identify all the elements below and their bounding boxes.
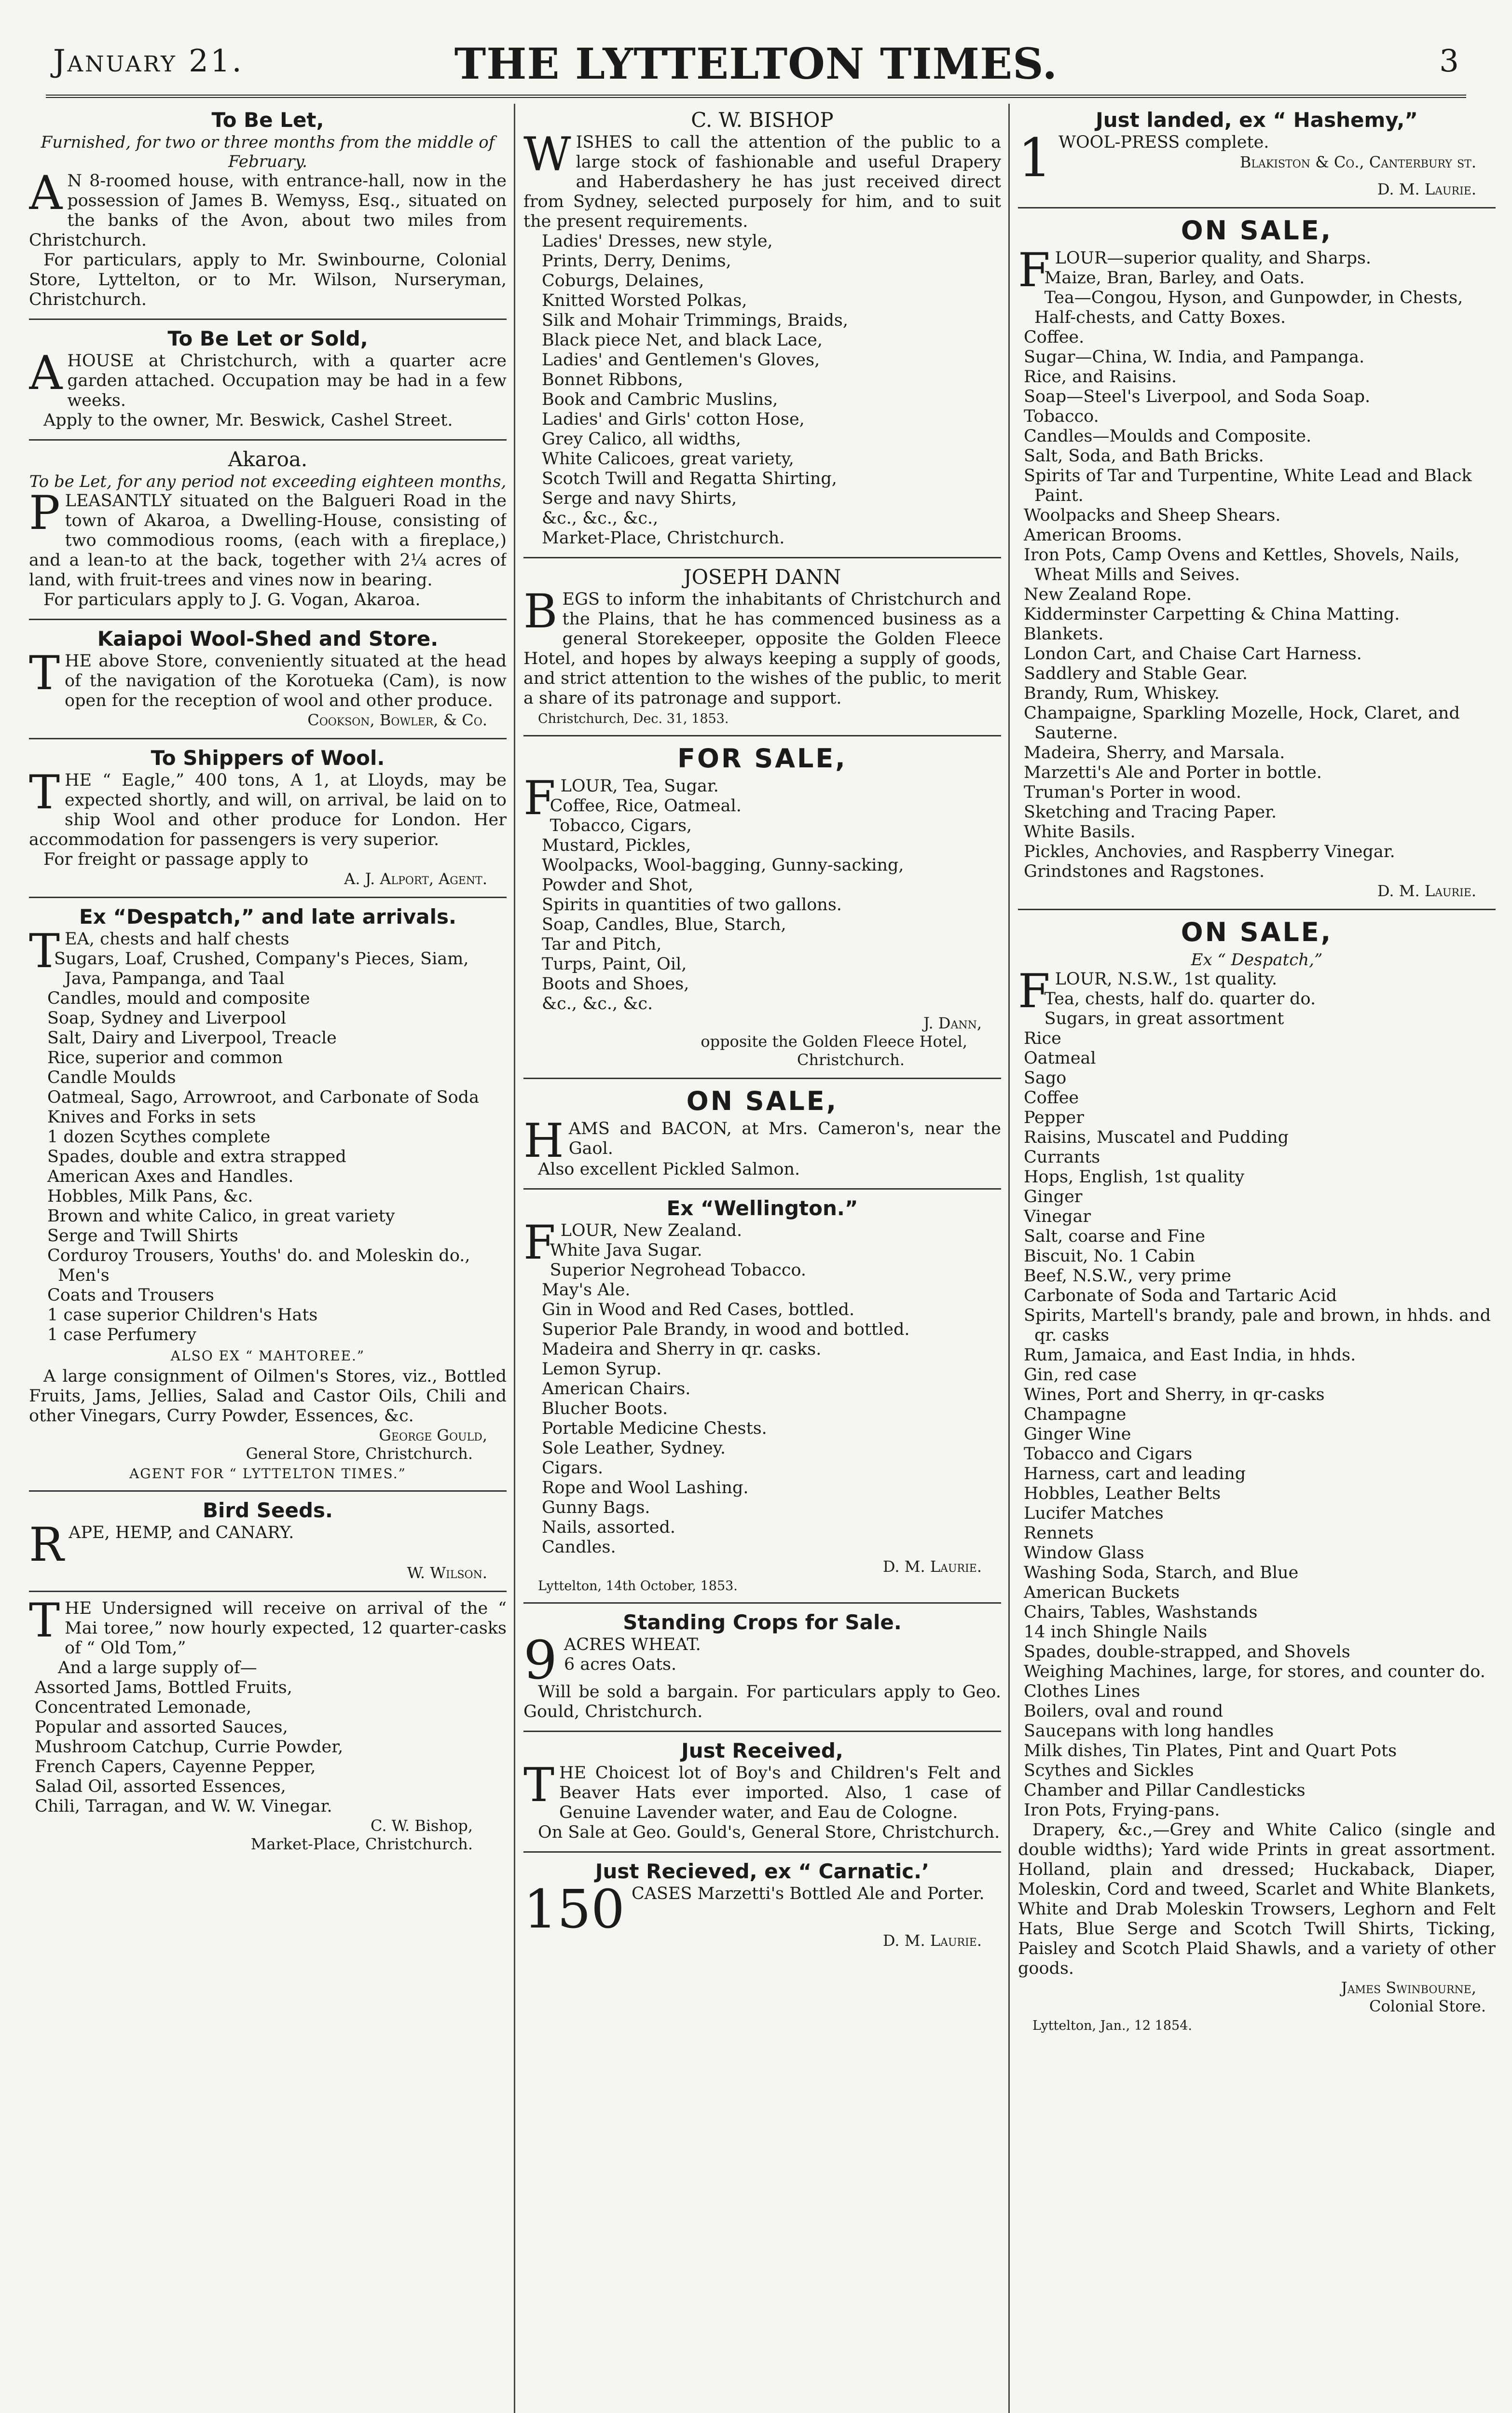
list-item: Marzetti's Ale and Porter in bottle. [1024, 763, 1322, 782]
list-item: Window Glass [1024, 1543, 1144, 1563]
drop-number: 9 [523, 1629, 557, 1691]
ad-joseph-dann [523, 565, 1001, 726]
list-item: Sketching and Tracing Paper. [1024, 803, 1277, 822]
list-item: Tar and Pitch, [542, 935, 662, 954]
ad-text: AMS and BACON, at Mrs. Cameron's, near the Gaol. [568, 1119, 1001, 1158]
ad-let-or-sold [29, 327, 507, 430]
list-item: White Calicoes, great variety, [542, 449, 794, 469]
ad-signature-address: General Store, Christchurch. [246, 1444, 473, 1463]
ad-kaiapoi [29, 627, 507, 729]
drop-cap: H [523, 1114, 564, 1168]
list-item: Madeira, Sherry, and Marsala. [1024, 743, 1285, 763]
list-item: Tea, chests, half do. quarter do. [1044, 989, 1316, 1009]
list-item: Serge and Twill Shirts [47, 1226, 238, 1246]
list-item: Spirits, Martell's brandy, pale and brown, in hhds. and qr. casks [1024, 1306, 1491, 1345]
list-item: Weighing Machines, large, for stores, and counter do. [1024, 1662, 1485, 1681]
ad-text: Apply to the owner, Mr. Beswick, Cashel Street. [43, 411, 453, 430]
list-item: Coffee, Rice, Oatmeal. [550, 796, 742, 816]
list-item: Oatmeal, Sago, Arrowroot, and Carbonate of Soda [47, 1088, 479, 1107]
list-item: Rice [1024, 1029, 1061, 1048]
list-item: Gunny Bags. [542, 1498, 650, 1517]
ad-despatch [29, 905, 507, 1482]
list-item: Mustard, Pickles, [542, 836, 691, 855]
drop-cap: P [29, 486, 60, 540]
ad-signature-address: opposite the Golden Fleece Hotel, [701, 1032, 967, 1051]
list-item: Iron Pots, Frying-pans. [1024, 1801, 1220, 1820]
ad-bishop [523, 108, 1001, 548]
list-item: Boilers, oval and round [1024, 1702, 1223, 1721]
list-item: Market-Place, Christchurch. [542, 528, 785, 548]
list-item: Superior Negrohead Tobacco. [550, 1261, 807, 1280]
drop-cap: T [29, 1594, 60, 1648]
list-item: &c., &c., &c., [542, 509, 659, 528]
list-item: Superior Pale Brandy, in wood and bottled. [542, 1320, 910, 1339]
list-item: Spirits of Tar and Turpentine, White Lead and Black Paint. [1024, 466, 1472, 505]
list-item: Kidderminster Carpetting & China Matting. [1024, 605, 1400, 624]
list-item: Lucifer Matches [1024, 1504, 1164, 1523]
ad-text: Will be sold a bargain. For particulars apply to Geo. Gould, Christchurch. [523, 1682, 1001, 1721]
list-item: Harness, cart and leading [1024, 1464, 1246, 1484]
ad-text: HOUSE at Christchurch, with a quarter acre garden attached. Occupation may be had in a few weeks. [67, 351, 507, 410]
list-item: Sole Leather, Sydney. [542, 1439, 726, 1458]
ad-on-sale-swinbourne [1018, 917, 1496, 2033]
list-item: Spades, double and extra strapped [47, 1147, 346, 1166]
list-item: Soap—Steel's Liverpool, and Soda Soap. [1024, 387, 1371, 406]
ad-signature: D. M. Laurie. [1377, 180, 1476, 198]
list-item: Chili, Tarragan, and W. W. Vinegar. [35, 1797, 332, 1816]
list-item: Rennets [1024, 1524, 1094, 1543]
list-item: Grey Calico, all widths, [542, 430, 741, 449]
list-item: Beef, N.S.W., very prime [1024, 1266, 1232, 1286]
list-item: 1 dozen Scythes complete [47, 1127, 271, 1147]
ad-text: HE “ Eagle,” 400 tons, A 1, at Lloyds, may be expected shortly, and will, on arrival, be laid on to ship Wool and other produce for London. Her accommodation for passengers is very superior. [29, 771, 507, 849]
ad-heading: Bird Seeds. [202, 1498, 333, 1522]
list-item: Oatmeal [1024, 1049, 1096, 1068]
ad-text: ACRES WHEAT. [564, 1635, 701, 1654]
list-item: Book and Cambric Muslins, [542, 390, 778, 409]
divider [29, 1591, 507, 1592]
ad-text: N 8-roomed house, with entrance-hall, now in the possession of James B. Wemyss, Esq., situated on the banks of the Avon, about two miles from Christchurch. [29, 171, 507, 250]
divider [1018, 909, 1496, 910]
ad-text: For particulars, apply to Mr. Swinbourne, Colonial Store, Lyttelton, or to Mr. Wilson, Nurseryman, Christchurch. [29, 250, 507, 309]
list-item: Brown and white Calico, in great variety [47, 1206, 395, 1226]
list-item: Coats and Trousers [47, 1286, 214, 1305]
ad-wellington [523, 1196, 1001, 1594]
list-item: Corduroy Trousers, Youths' do. and Moleskin do., Men's [47, 1246, 470, 1285]
list-item: Maize, Bran, Barley, and Oats. [1044, 268, 1305, 288]
divider [523, 1851, 1001, 1853]
list-item: Ginger [1024, 1187, 1083, 1206]
list-item: London Cart, and Chaise Cart Harness. [1024, 644, 1362, 664]
ad-subheading: To be Let, for any period not exceeding eighteen months, [29, 472, 507, 491]
list-item: Tobacco. [1024, 407, 1099, 426]
list-item: American Buckets [1024, 1583, 1180, 1602]
drop-cap: W [523, 127, 571, 181]
list-item: Blankets. [1024, 624, 1104, 644]
list-item: American Chairs. [542, 1379, 691, 1399]
ad-heading: To Shippers of Wool. [151, 746, 385, 770]
list-item: Silk and Mohair Trimmings, Braids, [542, 311, 849, 330]
list-item: White Java Sugar. [550, 1241, 702, 1260]
list-item: Carbonate of Soda and Tartaric Acid [1024, 1286, 1337, 1305]
ad-signature: D. M. Laurie. [882, 1931, 982, 1950]
ad-shippers [29, 746, 507, 888]
divider [29, 738, 507, 739]
list-item: Spades, double-strapped, and Shovels [1024, 1642, 1350, 1662]
ad-heading: Akaroa. [228, 447, 308, 471]
ad-signature: C. W. Bishop, [370, 1817, 473, 1835]
ad-text: For freight or passage apply to [43, 850, 309, 869]
list-item: New Zealand Rope. [1024, 585, 1192, 604]
ad-heading: To Be Let, [211, 108, 324, 132]
list-item: Soap, Candles, Blue, Starch, [542, 915, 786, 934]
drop-cap: T [523, 1758, 555, 1812]
list-item: Spirits in quantities of two gallons. [542, 895, 842, 915]
list-item: Coffee [1024, 1088, 1079, 1108]
column-rule [514, 104, 515, 2413]
page-number: 3 [1439, 43, 1459, 79]
ad-text: APE, HEMP, and CANARY. [69, 1523, 294, 1542]
newspaper-title: THE LYTTELTON TIMES. [454, 39, 1058, 89]
drop-cap: T [29, 646, 60, 700]
list-item: Salad Oil, assorted Essences, [35, 1777, 286, 1796]
list-item: Turps, Paint, Oil, [542, 955, 687, 974]
list-item: Serge and navy Shirts, [542, 489, 737, 508]
list-item: Scythes and Sickles [1024, 1761, 1194, 1780]
list-item: 14 inch Shingle Nails [1024, 1623, 1208, 1642]
list-item: Nails, assorted. [542, 1518, 675, 1537]
ad-undersigned [29, 1594, 507, 1853]
drop-cap: B [523, 584, 558, 638]
ad-text: ISHES to call the attention of the public to a large stock of fashionable and useful Drapery and Haberdashery he has just received direct from Sydney, selected purposely for him, and to suit the present requirements. [523, 133, 1001, 231]
drop-cap: R [29, 1518, 64, 1572]
list-item: White Basils. [1024, 822, 1136, 842]
list-item: Rope and Wool Lashing. [542, 1478, 749, 1498]
divider [523, 1188, 1001, 1190]
list-item: Gin in Wood and Red Cases, bottled. [542, 1300, 855, 1319]
list-item: Cigars. [542, 1458, 604, 1478]
divider [1018, 207, 1496, 208]
ad-heading: ON SALE, [686, 1086, 838, 1116]
list-item: Madeira and Sherry in qr. casks. [542, 1340, 822, 1359]
ad-subheading: Ex “ Despatch,” [1191, 950, 1323, 970]
list-item: Prints, Derry, Denims, [542, 251, 731, 271]
list-item: Ladies' Dresses, new style, [542, 232, 773, 251]
ad-text: For particulars apply to J. G. Vogan, Akaroa. [43, 590, 421, 610]
ad-text: LOUR, Tea, Sugar. [560, 777, 719, 796]
agent-line: AGENT FOR “ LYTTELTON TIMES.” [129, 1466, 406, 1482]
column-3 [1018, 106, 1496, 2413]
list-item: 1 case superior Children's Hats [47, 1305, 318, 1325]
list-item: Knives and Forks in sets [47, 1108, 256, 1127]
goods-list [523, 1241, 1001, 1557]
ad-heading: ON SALE, [1181, 215, 1333, 246]
divider [523, 1078, 1001, 1079]
ad-text: CASES Marzetti's Bottled Ale and Porter. [631, 1884, 985, 1903]
list-item: 1 case Perfumery [47, 1325, 196, 1345]
list-item: Chairs, Tables, Washstands [1024, 1603, 1258, 1622]
ad-date: Lyttelton, Jan., 12 1854. [1032, 2018, 1192, 2033]
list-item: Ladies' and Girls' cotton Hose, [542, 410, 805, 429]
drop-cap: F [1018, 243, 1050, 297]
ad-text: EA, chests and half chests [65, 929, 289, 949]
ad-text: WOOL-PRESS complete. [1058, 133, 1269, 152]
drop-cap: F [1018, 964, 1050, 1018]
ad-text: HE Choicest lot of Boy's and Children's Felt and Beaver Hats ever imported. Also, 1 case of Genuine Lavender water, and Eau de Cologne. [559, 1763, 1001, 1822]
list-item: American Axes and Handles. [47, 1167, 294, 1186]
list-item: Salt, Soda, and Bath Bricks. [1024, 446, 1264, 466]
list-item: Grindstones and Ragstones. [1024, 862, 1265, 881]
ad-signature: A. J. Alport, Agent. [344, 870, 487, 888]
list-item: Chamber and Pillar Candlesticks [1024, 1781, 1306, 1800]
ad-subheading: ALSO EX “ MAHTOREE.” [170, 1348, 365, 1364]
list-item: Wines, Port and Sherry, in qr-casks [1024, 1385, 1325, 1404]
goods-list [523, 796, 1001, 1014]
list-item: Pepper [1024, 1108, 1084, 1127]
list-item: Vinegar [1024, 1207, 1091, 1226]
ad-signature: George Gould, [379, 1426, 487, 1444]
masthead-rule [46, 95, 1466, 98]
list-item: Blucher Boots. [542, 1399, 668, 1418]
drop-cap: T [29, 924, 60, 978]
ad-text: EGS to inform the inhabitants of Christchurch and the Plains, that he has commenced business as a general Storekeeper, opposite the Golden Fleece Hotel, and hopes by always keeping a supply of goods, and strict attention to the wishes of the public, to merit a share of its patronage and support. [523, 590, 1001, 708]
drop-cap: F [523, 771, 556, 825]
list-item: Portable Medicine Chests. [542, 1419, 767, 1438]
issue-date: January 21. [53, 43, 244, 79]
ad-date: Christchurch, Dec. 31, 1853. [538, 711, 729, 726]
column-rule [1008, 104, 1010, 2413]
list-item: Sugars, Loaf, Crushed, Company's Pieces, Siam, Java, Pampanga, and Taal [54, 949, 469, 988]
ad-text: LEASANTLY situated on the Balgueri Road in the town of Akaroa, a Dwelling-House, consisting of two commodious rooms, (each with a fireplace,) and a lean-to at the back, together with 2¼ acres of land, with fruit-trees and vines now in bearing. [29, 491, 507, 590]
list-item: Hobbles, Leather Belts [1024, 1484, 1221, 1503]
list-item: Washing Soda, Starch, and Blue [1024, 1563, 1299, 1582]
list-item: Lemon Syrup. [542, 1359, 662, 1379]
drop-number: 150 [523, 1878, 625, 1940]
list-item: Coffee. [1024, 328, 1085, 347]
ad-text: On Sale at Geo. Gould's, General Store, Christchurch. [538, 1823, 1000, 1842]
list-item: Woolpacks, Wool-bagging, Gunny-sacking, [542, 856, 904, 875]
list-item: Soap, Sydney and Liverpool [47, 1009, 287, 1028]
list-item: Truman's Porter in wood. [1024, 783, 1241, 802]
list-item: Powder and Shot, [542, 875, 693, 895]
ad-signature-town: Christchurch. [797, 1051, 905, 1069]
divider [523, 735, 1001, 736]
list-item: Black piece Net, and black Lace, [542, 331, 823, 350]
list-item: Saddlery and Stable Gear. [1024, 664, 1248, 683]
ad-text: A large consignment of Oilmen's Stores, viz., Bottled Fruits, Jams, Jellies, Salad and Castor Oils, Chili and other Vinegars, Curry Powder, Essences, &c. [29, 1367, 507, 1426]
list-item: Brandy, Rum, Whiskey. [1024, 684, 1220, 703]
divider [523, 1602, 1001, 1604]
ad-text: LOUR, New Zealand. [560, 1221, 742, 1240]
ad-signature: W. Wilson. [407, 1564, 487, 1582]
list-item: Champagne [1024, 1405, 1127, 1424]
list-item: Candles—Moulds and Composite. [1024, 427, 1312, 446]
goods-list [523, 232, 1001, 548]
ad-heading: Just Recieved, ex “ Carnatic.’ [595, 1859, 930, 1883]
list-item: Knitted Worsted Polkas, [542, 291, 747, 310]
ad-heading: ON SALE, [1181, 917, 1333, 947]
column-2 [523, 106, 1001, 2413]
list-item: Tobacco and Cigars [1024, 1444, 1193, 1464]
list-item: Boots and Shoes, [542, 974, 689, 994]
list-item: Salt, coarse and Fine [1024, 1227, 1206, 1246]
list-item: French Capers, Cayenne Pepper, [35, 1757, 316, 1776]
ad-carnatic [523, 1859, 1001, 1950]
ad-heading: JOSEPH DANN [683, 565, 841, 589]
goods-list [1018, 268, 1496, 882]
list-item: &c., &c., &c. [542, 994, 653, 1013]
ad-just-received [523, 1739, 1001, 1843]
list-item: Candle Moulds [47, 1068, 176, 1087]
ad-text: And a large supply of— [58, 1658, 257, 1678]
ad-date: Lyttelton, 14th October, 1853. [538, 1579, 738, 1594]
ad-heading: Just Received, [681, 1739, 843, 1762]
ad-signature: D. M. Laurie. [1377, 882, 1476, 900]
list-item: Woolpacks and Sheep Shears. [1024, 506, 1281, 525]
list-item: Clothes Lines [1024, 1682, 1141, 1701]
ad-text: HE above Store, conveniently situated at the head of the navigation of the Korotueka (Cam), is now open for the reception of wool and other produce. [65, 652, 507, 710]
list-item: Sago [1024, 1068, 1067, 1088]
list-item: Tobacco, Cigars, [550, 816, 692, 835]
drop-cap: A [29, 346, 63, 400]
ad-text: HE Undersigned will receive on arrival of the “ Mai toree,” now hourly expected, 12 quarter-casks of “ Old Tom,” [65, 1599, 507, 1658]
list-item: Rice, superior and common [47, 1048, 283, 1068]
list-item: Tea—Congou, Hyson, and Gunpowder, in Chests, Half-chests, and Catty Boxes. [1034, 288, 1463, 327]
divider [523, 557, 1001, 558]
drop-cap: F [523, 1216, 556, 1270]
list-item: Hobbles, Milk Pans, &c. [47, 1187, 253, 1206]
list-item: Popular and assorted Sauces, [35, 1718, 288, 1737]
ad-signature-address: Colonial Store. [1369, 1997, 1486, 2015]
ad-signature: J. Dann, [923, 1014, 982, 1032]
divider [29, 619, 507, 620]
list-item: Milk dishes, Tin Plates, Pint and Quart Pots [1024, 1741, 1397, 1761]
list-item: Biscuit, No. 1 Cabin [1024, 1247, 1196, 1266]
ad-text: Also excellent Pickled Salmon. [538, 1160, 800, 1179]
ad-heading: Kaiapoi Wool-Shed and Store. [97, 627, 439, 651]
ad-text: 6 acres Oats. [564, 1655, 677, 1674]
ad-standing-crops [523, 1610, 1001, 1722]
ad-text: LOUR—superior quality, and Sharps. [1055, 249, 1372, 268]
ad-signature: James Swinbourne, [1341, 1979, 1476, 1997]
drop-number: 1 [1018, 127, 1052, 189]
ad-signature: Cookson, Bowler, & Co. [307, 711, 487, 729]
goods-list [29, 949, 507, 1345]
divider [29, 897, 507, 898]
ad-heading: C. W. BISHOP [691, 108, 834, 132]
list-item: Rice, and Raisins. [1024, 367, 1177, 387]
masthead [53, 39, 1459, 92]
list-item: Assorted Jams, Bottled Fruits, [35, 1678, 292, 1697]
list-item: Rum, Jamaica, and East India, in hhds. [1024, 1345, 1356, 1365]
ad-on-sale-laurie [1018, 215, 1496, 900]
divider [29, 439, 507, 441]
list-item: Candles, mould and composite [47, 989, 310, 1008]
divider [29, 1490, 507, 1492]
list-item: Mushroom Catchup, Currie Powder, [35, 1737, 344, 1757]
ad-akaroa [29, 447, 507, 610]
ad-hams [523, 1086, 1001, 1179]
ad-subheading: Furnished, for two or three months from the middle of February. [41, 133, 495, 171]
ad-to-be-let [29, 108, 507, 310]
ad-heading: Ex “Despatch,” and late arrivals. [79, 905, 456, 929]
list-item: Raisins, Muscatel and Pudding [1024, 1128, 1289, 1147]
ad-text: LOUR, N.S.W., 1st quality. [1055, 970, 1278, 989]
list-item: Ginger Wine [1024, 1425, 1131, 1444]
list-item: Iron Pots, Camp Ovens and Kettles, Shovels, Nails, Wheat Mills and Seives. [1024, 545, 1460, 584]
ad-hashemy [1018, 108, 1496, 198]
list-item: Saucepans with long handles [1024, 1721, 1274, 1741]
list-item: Currants [1024, 1148, 1100, 1167]
column-1 [29, 106, 507, 2413]
divider [29, 319, 507, 320]
list-item: Gin, red case [1024, 1365, 1137, 1385]
list-item: Candles. [542, 1538, 616, 1557]
ad-bird-seeds [29, 1498, 507, 1582]
list-item: Pickles, Anchovies, and Raspberry Vinegar. [1024, 842, 1395, 861]
list-item: Salt, Dairy and Liverpool, Treacle [47, 1028, 337, 1048]
ad-text: Blakiston & Co., Canterbury st. [1239, 153, 1476, 171]
list-item: Ladies' and Gentlemen's Gloves, [542, 350, 820, 370]
ad-heading: FOR SALE, [677, 743, 847, 774]
divider [523, 1731, 1001, 1732]
goods-list [29, 1678, 507, 1817]
drop-cap: T [29, 765, 60, 819]
ad-heading: Just landed, ex “ Hashemy,” [1096, 108, 1418, 132]
ad-signature-address: Market-Place, Christchurch. [250, 1835, 473, 1853]
list-item: Champaigne, Sparkling Mozelle, Hock, Claret, and Sauterne. [1024, 704, 1460, 743]
ad-heading: Standing Crops for Sale. [623, 1610, 902, 1634]
list-item: Coburgs, Delaines, [542, 271, 704, 291]
ad-for-sale [523, 743, 1001, 1069]
ad-heading: Ex “Wellington.” [666, 1196, 858, 1220]
list-item: Concentrated Lemonade, [35, 1698, 252, 1717]
list-item: Sugars, in great assortment [1044, 1009, 1284, 1028]
list-item: American Brooms. [1024, 526, 1182, 545]
list-item: Bonnet Ribbons, [542, 370, 683, 389]
list-item: Sugar—China, W. India, and Pampanga. [1024, 347, 1365, 367]
ad-text: Drapery, &c.,—Grey and White Calico (single and double widths); Yard wide Prints in great assortment. Holland, plain and dressed; Huckaback, Diaper, Moleskin, Cord and tweed, Scarlet and White Blankets, White and Drab Moleskin Trowsers, Leghorn and Felt Hats, Blue Serge and Scotch Twill Shirts, Ticking, Paisley and Scotch Plaid Shawls, and a variety of other goods. [1018, 1820, 1496, 1978]
list-item: May's Ale. [542, 1280, 631, 1300]
drop-cap: A [29, 166, 63, 220]
goods-list [1018, 989, 1496, 1820]
ad-heading: To Be Let or Sold, [167, 327, 368, 350]
ad-signature: D. M. Laurie. [882, 1557, 982, 1576]
list-item: Scotch Twill and Regatta Shirting, [542, 469, 837, 488]
list-item: Hops, English, 1st quality [1024, 1167, 1245, 1187]
